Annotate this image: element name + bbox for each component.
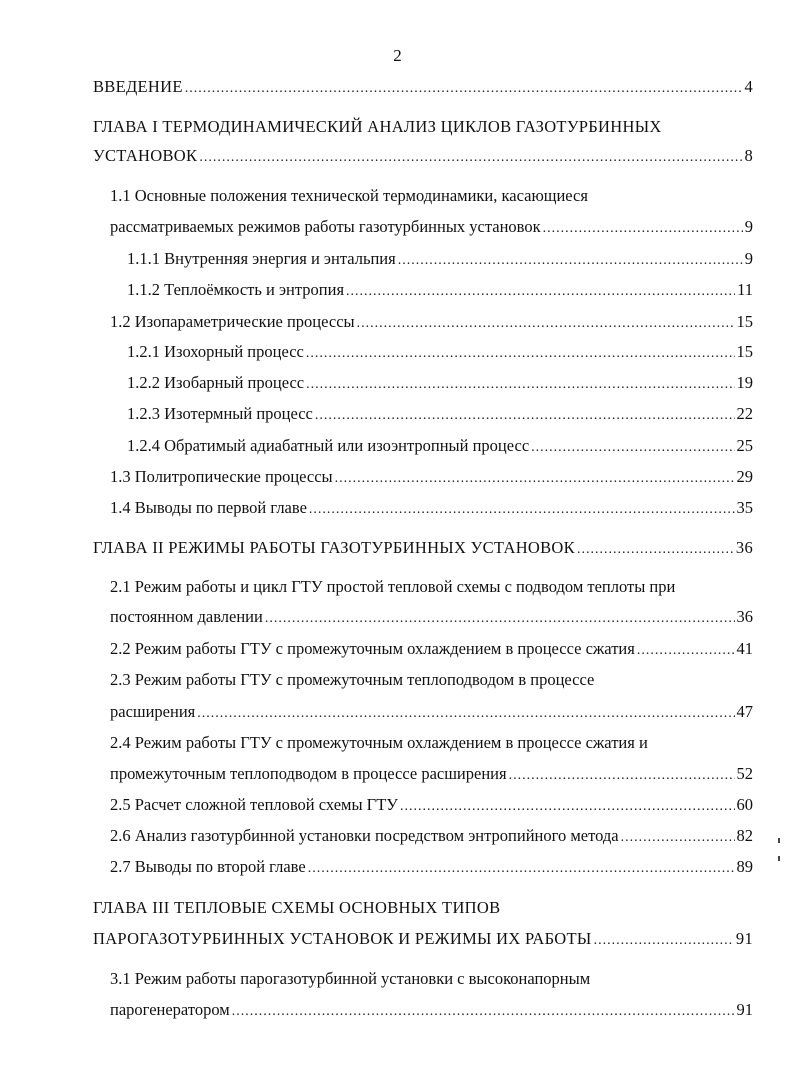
- toc-entry-title: 1.2.4 Обратимый адиабатный или изоэнтропный процесс: [127, 436, 530, 455]
- toc-entry-title: 1.4 Выводы по первой главе: [110, 498, 307, 517]
- toc-entry-chapter2[interactable]: [93, 538, 753, 560]
- toc-page-number: 9: [744, 217, 753, 236]
- toc-leader-dots: [577, 540, 734, 560]
- toc-page-number: 47: [736, 702, 753, 721]
- toc-leader-dots: [543, 219, 743, 239]
- toc-leader-dots: [509, 766, 735, 786]
- toc-entry-2-1[interactable]: [110, 607, 753, 629]
- toc-entry-title: 2.2 Режим работы ГТУ с промежуточным охлаждением в процессе сжатия: [110, 639, 635, 658]
- toc-entry-1-1-2[interactable]: [127, 280, 753, 302]
- toc-leader-dots: [315, 406, 735, 426]
- toc-entry-1-3[interactable]: [110, 467, 753, 489]
- toc-leader-dots: [357, 314, 735, 334]
- toc-entry-title: 1.1.1 Внутренняя энергия и энтальпия: [127, 249, 396, 268]
- toc-entry-title: 1.2 Изопараметрические процессы: [110, 312, 355, 331]
- toc-entry-title: рассматриваемых режимов работы газотурбинных установок: [110, 217, 541, 236]
- toc-page-number: 9: [744, 249, 753, 268]
- scan-speck: [778, 838, 780, 843]
- toc-entry-2-7[interactable]: [110, 857, 753, 879]
- toc-entry-title: ГЛАВА II РЕЖИМЫ РАБОТЫ ГАЗОТУРБИННЫХ УСТАНОВОК: [93, 538, 575, 557]
- toc-page-number: 29: [736, 467, 753, 486]
- toc-page-number: 91: [736, 1000, 753, 1019]
- toc-page-number: 15: [736, 312, 753, 331]
- toc-leader-dots: [306, 344, 735, 364]
- toc-entry-chapter1[interactable]: [93, 146, 753, 168]
- toc-entry-2-6[interactable]: [110, 826, 753, 848]
- toc-entry-1-2-4[interactable]: [127, 436, 753, 458]
- toc-page-number: 52: [736, 764, 753, 783]
- toc-page-number: 4: [744, 77, 753, 96]
- toc-leader-dots: [306, 375, 734, 395]
- chapter3-title-line1[interactable]: ГЛАВА III ТЕПЛОВЫЕ СХЕМЫ ОСНОВНЫХ ТИПОВ: [93, 898, 501, 917]
- toc-entry-title: 2.7 Выводы по второй главе: [110, 857, 306, 876]
- toc-leader-dots: [400, 797, 735, 817]
- section-2-3-line1[interactable]: 2.3 Режим работы ГТУ с промежуточным теплоподводом в процессе: [110, 670, 595, 689]
- toc-entry-chapter3[interactable]: [93, 929, 753, 951]
- toc-page-number: 82: [736, 826, 753, 845]
- toc-page-number: 89: [736, 857, 753, 876]
- toc-entry-1-1[interactable]: [110, 217, 753, 239]
- section-1-1-line1[interactable]: 1.1 Основные положения технической термодинамики, касающиеся: [110, 186, 588, 205]
- toc-page-number: 41: [736, 639, 753, 658]
- toc-entry-2-5[interactable]: [110, 795, 753, 817]
- toc-entry-2-4[interactable]: [110, 764, 753, 786]
- toc-page-number: 8: [744, 146, 753, 165]
- toc-page-number: 15: [736, 342, 753, 361]
- toc-entry-title: парогенератором: [110, 1000, 230, 1019]
- chapter1-title-line1[interactable]: ГЛАВА I ТЕРМОДИНАМИЧЕСКИЙ АНАЛИЗ ЦИКЛОВ ГАЗОТУРБИННЫХ: [93, 117, 662, 136]
- page-number: 2: [393, 46, 402, 65]
- toc-entry-title: 2.6 Анализ газотурбинной установки посредством энтропийного метода: [110, 826, 619, 845]
- toc-page-number: 35: [736, 498, 753, 517]
- toc-entry-1-2[interactable]: [110, 312, 753, 334]
- toc-leader-dots: [594, 931, 734, 951]
- toc-leader-dots: [335, 469, 735, 489]
- toc-leader-dots: [199, 148, 742, 168]
- toc-leader-dots: [197, 704, 734, 724]
- section-3-1-line1[interactable]: 3.1 Режим работы парогазотурбинной установки с высоконапорным: [110, 969, 591, 988]
- toc-entry-title: расширения: [110, 702, 196, 721]
- toc-entry-3-1[interactable]: [110, 1000, 753, 1022]
- toc-page-number: 11: [737, 280, 753, 299]
- toc-entry-title: постоянном давлении: [110, 607, 263, 626]
- toc-page-number: 36: [735, 538, 753, 557]
- toc-entry-title: 1.3 Политропические процессы: [110, 467, 333, 486]
- toc-entry-title: 1.1.2 Теплоёмкость и энтропия: [127, 280, 345, 299]
- toc-page-number: 36: [736, 607, 753, 626]
- toc-leader-dots: [232, 1002, 735, 1022]
- toc-leader-dots: [309, 500, 735, 520]
- toc-entry-1-2-1[interactable]: [127, 342, 753, 364]
- toc-entry-title: 1.2.1 Изохорный процесс: [127, 342, 304, 361]
- toc-entry-2-2[interactable]: [110, 639, 753, 661]
- toc-leader-dots: [637, 641, 735, 661]
- toc-entry-title: ВВЕДЕНИЕ: [93, 77, 183, 96]
- toc-entry-1-2-2[interactable]: [127, 373, 753, 395]
- toc-entry-title: УСТАНОВОК: [93, 146, 198, 165]
- toc-entry-1-1-1[interactable]: [127, 249, 753, 271]
- toc-entry-title: 1.2.3 Изотермный процесс: [127, 404, 313, 423]
- section-2-4-line1[interactable]: 2.4 Режим работы ГТУ с промежуточным охлаждением в процессе сжатия и: [110, 733, 648, 752]
- toc-page-number: 22: [736, 404, 753, 423]
- toc-entry-title: ПАРОГАЗОТУРБИННЫХ УСТАНОВОК И РЕЖИМЫ ИХ РАБОТЫ: [93, 929, 592, 948]
- toc-leader-dots: [265, 609, 735, 629]
- toc-leader-dots: [185, 79, 743, 99]
- toc-page-number: 19: [736, 373, 753, 392]
- toc-leader-dots: [531, 438, 734, 458]
- toc-leader-dots: [346, 282, 735, 302]
- toc-entry-title: 1.2.2 Изобарный процесс: [127, 373, 305, 392]
- toc-page-number: 91: [735, 929, 753, 948]
- toc-leader-dots: [398, 251, 743, 271]
- toc-leader-dots: [621, 828, 735, 848]
- toc-entry-2-3[interactable]: [110, 702, 753, 724]
- toc-leader-dots: [308, 859, 735, 879]
- toc-entry-intro[interactable]: [93, 77, 753, 99]
- section-2-1-line1[interactable]: 2.1 Режим работы и цикл ГТУ простой тепловой схемы с подводом теплоты при: [110, 577, 676, 596]
- toc-entry-title: 2.5 Расчет сложной тепловой схемы ГТУ: [110, 795, 398, 814]
- toc-page-number: 60: [736, 795, 753, 814]
- toc-entry-title: промежуточным теплоподводом в процессе расширения: [110, 764, 507, 783]
- toc-entry-1-2-3[interactable]: [127, 404, 753, 426]
- toc-page-number: 25: [736, 436, 753, 455]
- toc-entry-1-4[interactable]: [110, 498, 753, 520]
- scan-speck: [778, 856, 780, 861]
